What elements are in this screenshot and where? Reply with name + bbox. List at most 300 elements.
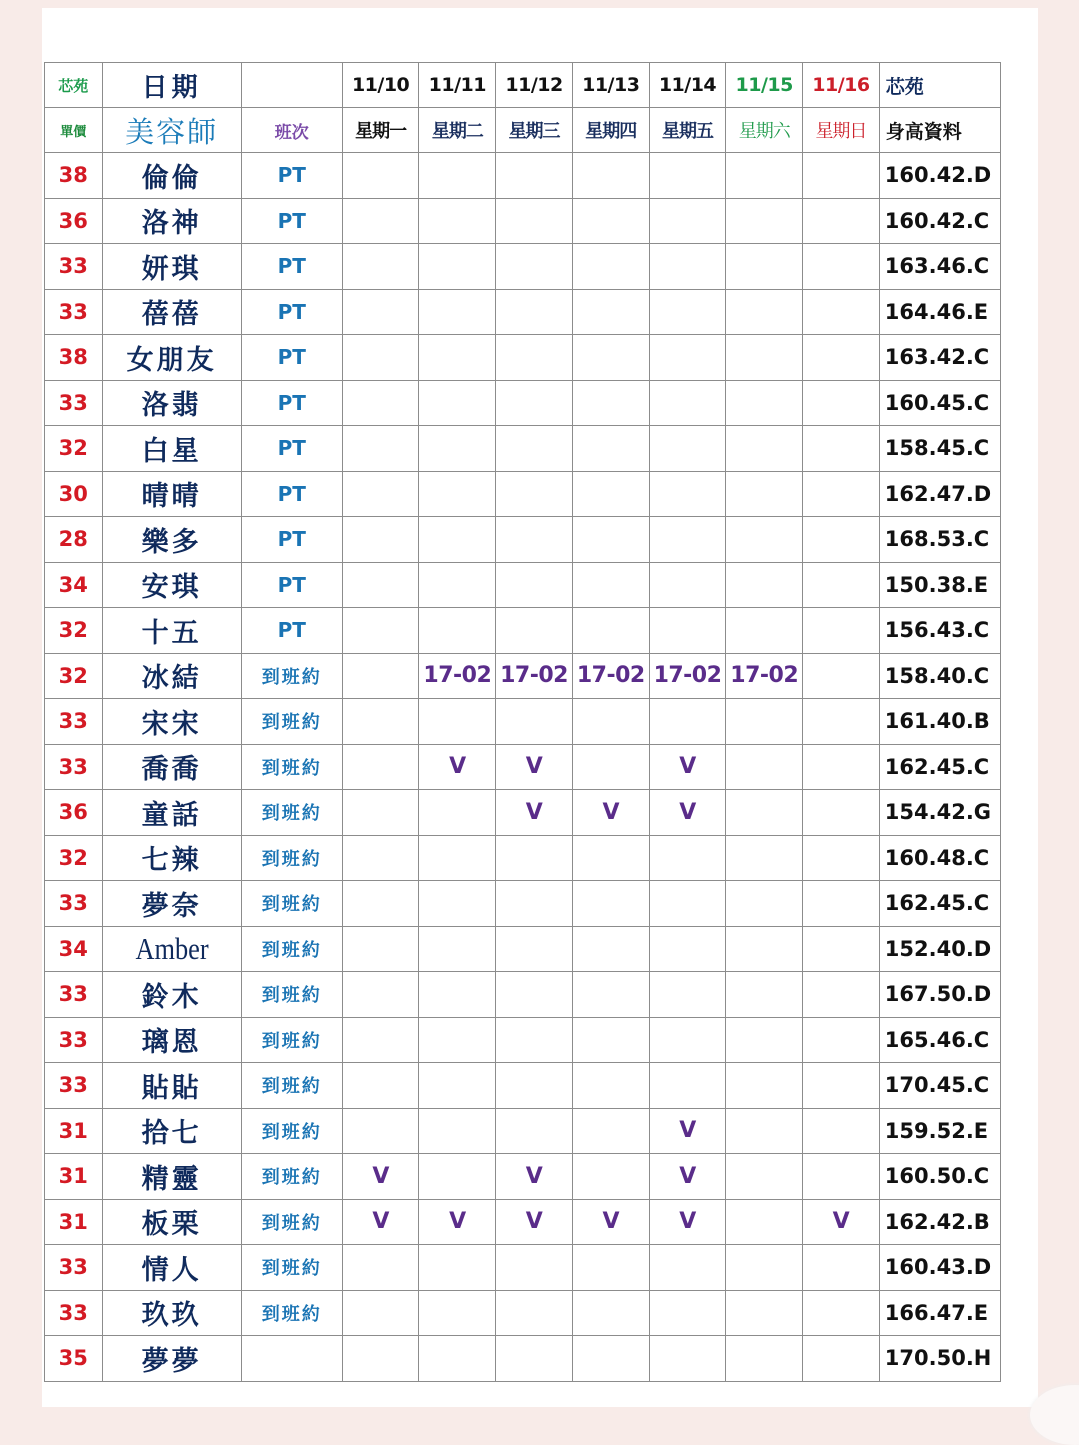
schedule-cell-day-2: [419, 153, 496, 199]
height-cell: 160.43.D: [879, 1245, 1000, 1291]
height-cell: 152.40.D: [879, 926, 1000, 972]
artist-name-cell: [102, 1336, 241, 1382]
height-cell: 162.45.C: [879, 881, 1000, 927]
schedule-cell-day-6: [726, 926, 803, 972]
price-cell: 32: [45, 653, 103, 699]
weekday-header-2: 星期二: [419, 108, 496, 153]
schedule-cell-day-7: [803, 608, 880, 654]
schedule-cell-day-7: [803, 972, 880, 1018]
height-cell: 159.52.E: [879, 1108, 1000, 1154]
table-row: [45, 972, 1001, 1018]
table-row: [45, 1290, 1001, 1336]
artist-name-cell: [102, 244, 241, 290]
price-cell: 32: [45, 835, 103, 881]
artist-name-cell: [102, 517, 241, 563]
schedule-cell-day-4: [572, 198, 649, 244]
schedule-cell-day-3: V: [496, 744, 573, 790]
schedule-cell-day-2: [419, 562, 496, 608]
schedule-cell-day-1: [342, 835, 419, 881]
schedule-cell-day-5: [649, 244, 726, 290]
schedule-cell-day-2: [419, 198, 496, 244]
schedule-cell-day-2: [419, 471, 496, 517]
schedule-cell-day-2: [419, 926, 496, 972]
weekday-header-1: 星期一: [342, 108, 419, 153]
schedule-cell-day-4: [572, 380, 649, 426]
table-row: [45, 1017, 1001, 1063]
price-cell: 33: [45, 972, 103, 1018]
price-cell: 34: [45, 562, 103, 608]
table-row: [45, 744, 1001, 790]
price-cell: 32: [45, 608, 103, 654]
table-row: [45, 1063, 1001, 1109]
date-header-2: 11/11: [419, 63, 496, 108]
table-row: [45, 289, 1001, 335]
schedule-cell-day-3: [496, 335, 573, 381]
schedule-cell-day-6: [726, 972, 803, 1018]
schedule-cell-day-3: [496, 1336, 573, 1382]
schedule-cell-day-4: [572, 335, 649, 381]
price-cell: 33: [45, 289, 103, 335]
artist-name: 宋宋: [141, 708, 202, 740]
schedule-cell-day-6: [726, 1154, 803, 1200]
schedule-cell-day-5: 17-02: [649, 653, 726, 699]
table-row: [45, 1336, 1001, 1382]
artist-name: 拾七: [141, 1118, 202, 1150]
schedule-cell-day-1: [342, 699, 419, 745]
price-cell: 32: [45, 426, 103, 472]
schedule-cell-day-1: [342, 1336, 419, 1382]
shift-cell: PT: [241, 426, 342, 472]
schedule-cell-day-3: [496, 198, 573, 244]
artist-name-cell: [102, 608, 241, 654]
schedule-cell-day-4: V: [572, 1199, 649, 1245]
price-cell: 33: [45, 699, 103, 745]
price-cell: 33: [45, 1245, 103, 1291]
schedule-cell-day-3: [496, 699, 573, 745]
artist-name-cell: [102, 380, 241, 426]
shift-cell: [241, 1336, 342, 1382]
schedule-cell-day-6: [726, 471, 803, 517]
artist-name: 樂多: [141, 526, 202, 558]
schedule-cell-day-4: [572, 289, 649, 335]
shift-cell: 到班約: [241, 744, 342, 790]
shift-cell: PT: [241, 289, 342, 335]
schedule-cell-day-6: [726, 198, 803, 244]
schedule-cell-day-1: [342, 562, 419, 608]
schedule-cell-day-2: [419, 699, 496, 745]
artist-name-cell: [102, 699, 241, 745]
shift-cell: 到班約: [241, 926, 342, 972]
artist-name-cell: [102, 289, 241, 335]
schedule-cell-day-6: [726, 244, 803, 290]
artist-name: 貼貼: [141, 1072, 202, 1104]
artist-name-cell: [102, 335, 241, 381]
header-row-dates: [45, 63, 1001, 108]
schedule-cell-day-6: [726, 1336, 803, 1382]
schedule-cell-day-4: [572, 926, 649, 972]
artist-name-cell: [102, 1199, 241, 1245]
schedule-cell-day-4: 17-02: [572, 653, 649, 699]
schedule-cell-day-3: [496, 926, 573, 972]
height-cell: 150.38.E: [879, 562, 1000, 608]
weekday-header-7: 星期日: [803, 108, 880, 153]
height-cell: 160.50.C: [879, 1154, 1000, 1200]
schedule-cell-day-7: [803, 1336, 880, 1382]
schedule-cell-day-2: [419, 517, 496, 563]
schedule-cell-day-5: V: [649, 744, 726, 790]
schedule-cell-day-4: [572, 881, 649, 927]
table-row: [45, 653, 1001, 699]
artist-name-cell: [102, 562, 241, 608]
height-cell: 158.40.C: [879, 653, 1000, 699]
table-row: [45, 562, 1001, 608]
schedule-cell-day-4: [572, 471, 649, 517]
schedule-cell-day-2: [419, 790, 496, 836]
schedule-cell-day-7: [803, 198, 880, 244]
shift-cell: 到班約: [241, 1290, 342, 1336]
height-cell: 162.42.B: [879, 1199, 1000, 1245]
date-header-6: 11/15: [726, 63, 803, 108]
weekday-header-5: 星期五: [649, 108, 726, 153]
schedule-cell-day-3: [496, 608, 573, 654]
schedule-cell-day-6: [726, 1017, 803, 1063]
schedule-cell-day-1: [342, 1017, 419, 1063]
schedule-cell-day-6: [726, 1108, 803, 1154]
table-row: [45, 926, 1001, 972]
artist-name: 七辣: [141, 845, 202, 877]
schedule-cell-day-6: [726, 744, 803, 790]
empty-header-cell: [241, 63, 342, 108]
schedule-cell-day-2: [419, 1336, 496, 1382]
price-cell: 31: [45, 1108, 103, 1154]
schedule-cell-day-1: [342, 608, 419, 654]
schedule-cell-day-2: V: [419, 744, 496, 790]
shift-cell: 到班約: [241, 1063, 342, 1109]
price-cell: 31: [45, 1154, 103, 1200]
schedule-cell-day-7: [803, 471, 880, 517]
schedule-cell-day-6: [726, 335, 803, 381]
schedule-cell-day-3: [496, 835, 573, 881]
schedule-cell-day-4: [572, 517, 649, 563]
schedule-cell-day-2: [419, 972, 496, 1018]
price-cell: 35: [45, 1336, 103, 1382]
price-cell: 33: [45, 380, 103, 426]
schedule-cell-day-7: [803, 699, 880, 745]
shift-cell: 到班約: [241, 1108, 342, 1154]
schedule-cell-day-5: [649, 835, 726, 881]
shift-cell: PT: [241, 517, 342, 563]
schedule-cell-day-1: V: [342, 1154, 419, 1200]
schedule-cell-day-1: [342, 744, 419, 790]
schedule-cell-day-6: [726, 835, 803, 881]
shift-cell: 到班約: [241, 790, 342, 836]
table-row: [45, 517, 1001, 563]
artist-name: 十五: [141, 617, 202, 649]
artist-name: 情人: [141, 1254, 202, 1286]
schedule-cell-day-7: [803, 1063, 880, 1109]
schedule-cell-day-5: [649, 562, 726, 608]
brand-label-right: 芯苑: [879, 63, 1000, 108]
artist-name: 喬喬: [141, 754, 202, 786]
schedule-cell-day-4: [572, 972, 649, 1018]
artist-name: 璃恩: [141, 1027, 202, 1059]
schedule-cell-day-2: [419, 1108, 496, 1154]
schedule-cell-day-3: [496, 972, 573, 1018]
schedule-cell-day-5: [649, 1336, 726, 1382]
height-cell: 160.45.C: [879, 380, 1000, 426]
schedule-cell-day-7: [803, 153, 880, 199]
schedule-cell-day-2: [419, 1245, 496, 1291]
height-cell: 162.47.D: [879, 471, 1000, 517]
schedule-cell-day-1: [342, 972, 419, 1018]
artist-name-cell: [102, 1063, 241, 1109]
shift-cell: PT: [241, 335, 342, 381]
height-cell: 164.46.E: [879, 289, 1000, 335]
schedule-cell-day-1: V: [342, 1199, 419, 1245]
artist-name-cell: [102, 1017, 241, 1063]
artist-name: 倫倫: [141, 162, 202, 194]
schedule-cell-day-5: V: [649, 1199, 726, 1245]
date-header-3: 11/12: [496, 63, 573, 108]
schedule-cell-day-7: [803, 1245, 880, 1291]
artist-name: 洛翡: [141, 390, 202, 422]
shift-cell: 到班約: [241, 653, 342, 699]
schedule-cell-day-3: V: [496, 1199, 573, 1245]
schedule-cell-day-1: [342, 1245, 419, 1291]
schedule-cell-day-6: [726, 426, 803, 472]
schedule-cell-day-2: V: [419, 1199, 496, 1245]
schedule-cell-day-2: [419, 380, 496, 426]
table-row: [45, 1154, 1001, 1200]
table-row: [45, 699, 1001, 745]
artist-name: 夢奈: [141, 890, 202, 922]
schedule-cell-day-3: [496, 1063, 573, 1109]
height-cell: 160.42.C: [879, 198, 1000, 244]
artist-name: 蓓蓓: [141, 299, 202, 331]
schedule-cell-day-3: [496, 426, 573, 472]
schedule-cell-day-5: [649, 380, 726, 426]
schedule-cell-day-7: [803, 244, 880, 290]
schedule-cell-day-1: [342, 244, 419, 290]
schedule-cell-day-7: [803, 744, 880, 790]
schedule-cell-day-7: [803, 289, 880, 335]
price-cell: 33: [45, 744, 103, 790]
schedule-cell-day-1: [342, 426, 419, 472]
schedule-cell-day-4: [572, 1108, 649, 1154]
artist-name-cell: [102, 926, 241, 972]
artist-column-header: 美容師: [102, 108, 241, 153]
schedule-cell-day-5: [649, 608, 726, 654]
schedule-cell-day-1: [342, 153, 419, 199]
schedule-cell-day-5: [649, 881, 726, 927]
schedule-cell-day-1: [342, 1108, 419, 1154]
artist-name: Amber: [135, 930, 209, 966]
schedule-cell-day-4: [572, 1245, 649, 1291]
schedule-cell-day-4: [572, 244, 649, 290]
artist-name-cell: [102, 198, 241, 244]
shift-cell: 到班約: [241, 1199, 342, 1245]
height-cell: 165.46.C: [879, 1017, 1000, 1063]
schedule-cell-day-7: [803, 1154, 880, 1200]
artist-name-cell: [102, 1290, 241, 1336]
price-cell: 31: [45, 1199, 103, 1245]
shift-cell: 到班約: [241, 881, 342, 927]
price-cell: 36: [45, 790, 103, 836]
height-cell: 166.47.E: [879, 1290, 1000, 1336]
price-cell: 38: [45, 153, 103, 199]
schedule-cell-day-1: [342, 198, 419, 244]
table-row: [45, 1199, 1001, 1245]
shift-cell: 到班約: [241, 699, 342, 745]
date-header-4: 11/13: [572, 63, 649, 108]
brand-label-left: 芯苑: [45, 63, 103, 108]
schedule-cell-day-4: [572, 153, 649, 199]
table-row: [45, 1108, 1001, 1154]
schedule-cell-day-3: [496, 289, 573, 335]
schedule-cell-day-2: [419, 1063, 496, 1109]
schedule-cell-day-3: V: [496, 1154, 573, 1200]
schedule-cell-day-1: [342, 790, 419, 836]
schedule-cell-day-4: [572, 1336, 649, 1382]
schedule-cell-day-6: [726, 790, 803, 836]
shift-column-header: 班次: [241, 108, 342, 153]
date-label: 日期: [102, 63, 241, 108]
schedule-cell-day-2: [419, 244, 496, 290]
schedule-cell-day-3: [496, 517, 573, 563]
schedule-cell-day-6: [726, 608, 803, 654]
schedule-cell-day-2: [419, 426, 496, 472]
table-row: [45, 881, 1001, 927]
schedule-cell-day-7: [803, 1017, 880, 1063]
height-cell: 163.42.C: [879, 335, 1000, 381]
schedule-cell-day-1: [342, 335, 419, 381]
schedule-cell-day-1: [342, 1290, 419, 1336]
shift-cell: PT: [241, 471, 342, 517]
schedule-cell-day-2: [419, 289, 496, 335]
height-cell: 156.43.C: [879, 608, 1000, 654]
schedule-cell-day-4: [572, 1017, 649, 1063]
schedule-cell-day-6: [726, 517, 803, 563]
artist-name-cell: [102, 1245, 241, 1291]
shift-cell: 到班約: [241, 835, 342, 881]
schedule-cell-day-5: [649, 517, 726, 563]
schedule-cell-day-3: [496, 562, 573, 608]
header-row-labels: [45, 108, 1001, 153]
schedule-cell-day-7: [803, 426, 880, 472]
schedule-cell-day-7: [803, 653, 880, 699]
schedule-cell-day-4: [572, 426, 649, 472]
schedule-cell-day-5: V: [649, 1108, 726, 1154]
schedule-cell-day-3: [496, 1108, 573, 1154]
shift-cell: 到班約: [241, 1017, 342, 1063]
date-header-7: 11/16: [803, 63, 880, 108]
weekday-header-3: 星期三: [496, 108, 573, 153]
artist-name-cell: [102, 153, 241, 199]
table-row: [45, 198, 1001, 244]
schedule-cell-day-1: [342, 380, 419, 426]
schedule-cell-day-6: [726, 1245, 803, 1291]
artist-name: 精靈: [141, 1163, 202, 1195]
shift-cell: 到班約: [241, 1245, 342, 1291]
table-row: [45, 335, 1001, 381]
artist-name-cell: [102, 1154, 241, 1200]
table-row: [45, 1245, 1001, 1291]
artist-name: 冰結: [141, 663, 202, 695]
artist-name-cell: [102, 1108, 241, 1154]
artist-name: 安琪: [141, 572, 202, 604]
schedule-cell-day-5: [649, 1017, 726, 1063]
schedule-cell-day-6: [726, 1199, 803, 1245]
schedule-cell-day-5: [649, 335, 726, 381]
schedule-cell-day-4: [572, 1290, 649, 1336]
schedule-cell-day-2: [419, 1154, 496, 1200]
schedule-cell-day-7: [803, 562, 880, 608]
price-column-header: 單價: [45, 108, 103, 153]
artist-name: 女朋友: [126, 344, 217, 376]
artist-name: 白星: [141, 435, 202, 467]
schedule-cell-day-4: [572, 699, 649, 745]
schedule-cell-day-2: [419, 1017, 496, 1063]
schedule-cell-day-1: [342, 1063, 419, 1109]
artist-name: 鈴木: [141, 981, 202, 1013]
schedule-cell-day-7: [803, 380, 880, 426]
weekday-header-6: 星期六: [726, 108, 803, 153]
schedule-cell-day-6: [726, 881, 803, 927]
shift-cell: PT: [241, 608, 342, 654]
height-cell: 167.50.D: [879, 972, 1000, 1018]
schedule-cell-day-3: V: [496, 790, 573, 836]
schedule-cell-day-3: [496, 1245, 573, 1291]
schedule-cell-day-3: [496, 244, 573, 290]
schedule-cell-day-5: [649, 198, 726, 244]
schedule-cell-day-5: V: [649, 1154, 726, 1200]
price-cell: 33: [45, 244, 103, 290]
shift-cell: 到班約: [241, 1154, 342, 1200]
schedule-cell-day-1: [342, 471, 419, 517]
table-row: [45, 244, 1001, 290]
table-row: [45, 790, 1001, 836]
schedule-cell-day-2: [419, 335, 496, 381]
price-cell: 38: [45, 335, 103, 381]
height-cell: 158.45.C: [879, 426, 1000, 472]
schedule-cell-day-1: [342, 653, 419, 699]
schedule-table: [44, 62, 1001, 1382]
price-cell: 33: [45, 1290, 103, 1336]
schedule-cell-day-4: [572, 562, 649, 608]
artist-name: 晴晴: [141, 481, 202, 513]
height-cell: 161.40.B: [879, 699, 1000, 745]
schedule-cell-day-2: [419, 881, 496, 927]
artist-name-cell: [102, 881, 241, 927]
weekday-header-4: 星期四: [572, 108, 649, 153]
price-cell: 36: [45, 198, 103, 244]
schedule-cell-day-2: 17-02: [419, 653, 496, 699]
schedule-cell-day-7: [803, 1290, 880, 1336]
schedule-cell-day-3: [496, 380, 573, 426]
schedule-cell-day-6: [726, 153, 803, 199]
artist-name-cell: [102, 744, 241, 790]
price-cell: 33: [45, 1017, 103, 1063]
schedule-cell-day-6: [726, 289, 803, 335]
height-cell: 160.42.D: [879, 153, 1000, 199]
artist-name-cell: [102, 790, 241, 836]
artist-name-cell: [102, 835, 241, 881]
schedule-cell-day-5: [649, 1245, 726, 1291]
table-row: [45, 835, 1001, 881]
artist-name: 玖玖: [141, 1300, 202, 1332]
schedule-cell-day-6: [726, 1290, 803, 1336]
schedule-cell-day-1: [342, 926, 419, 972]
